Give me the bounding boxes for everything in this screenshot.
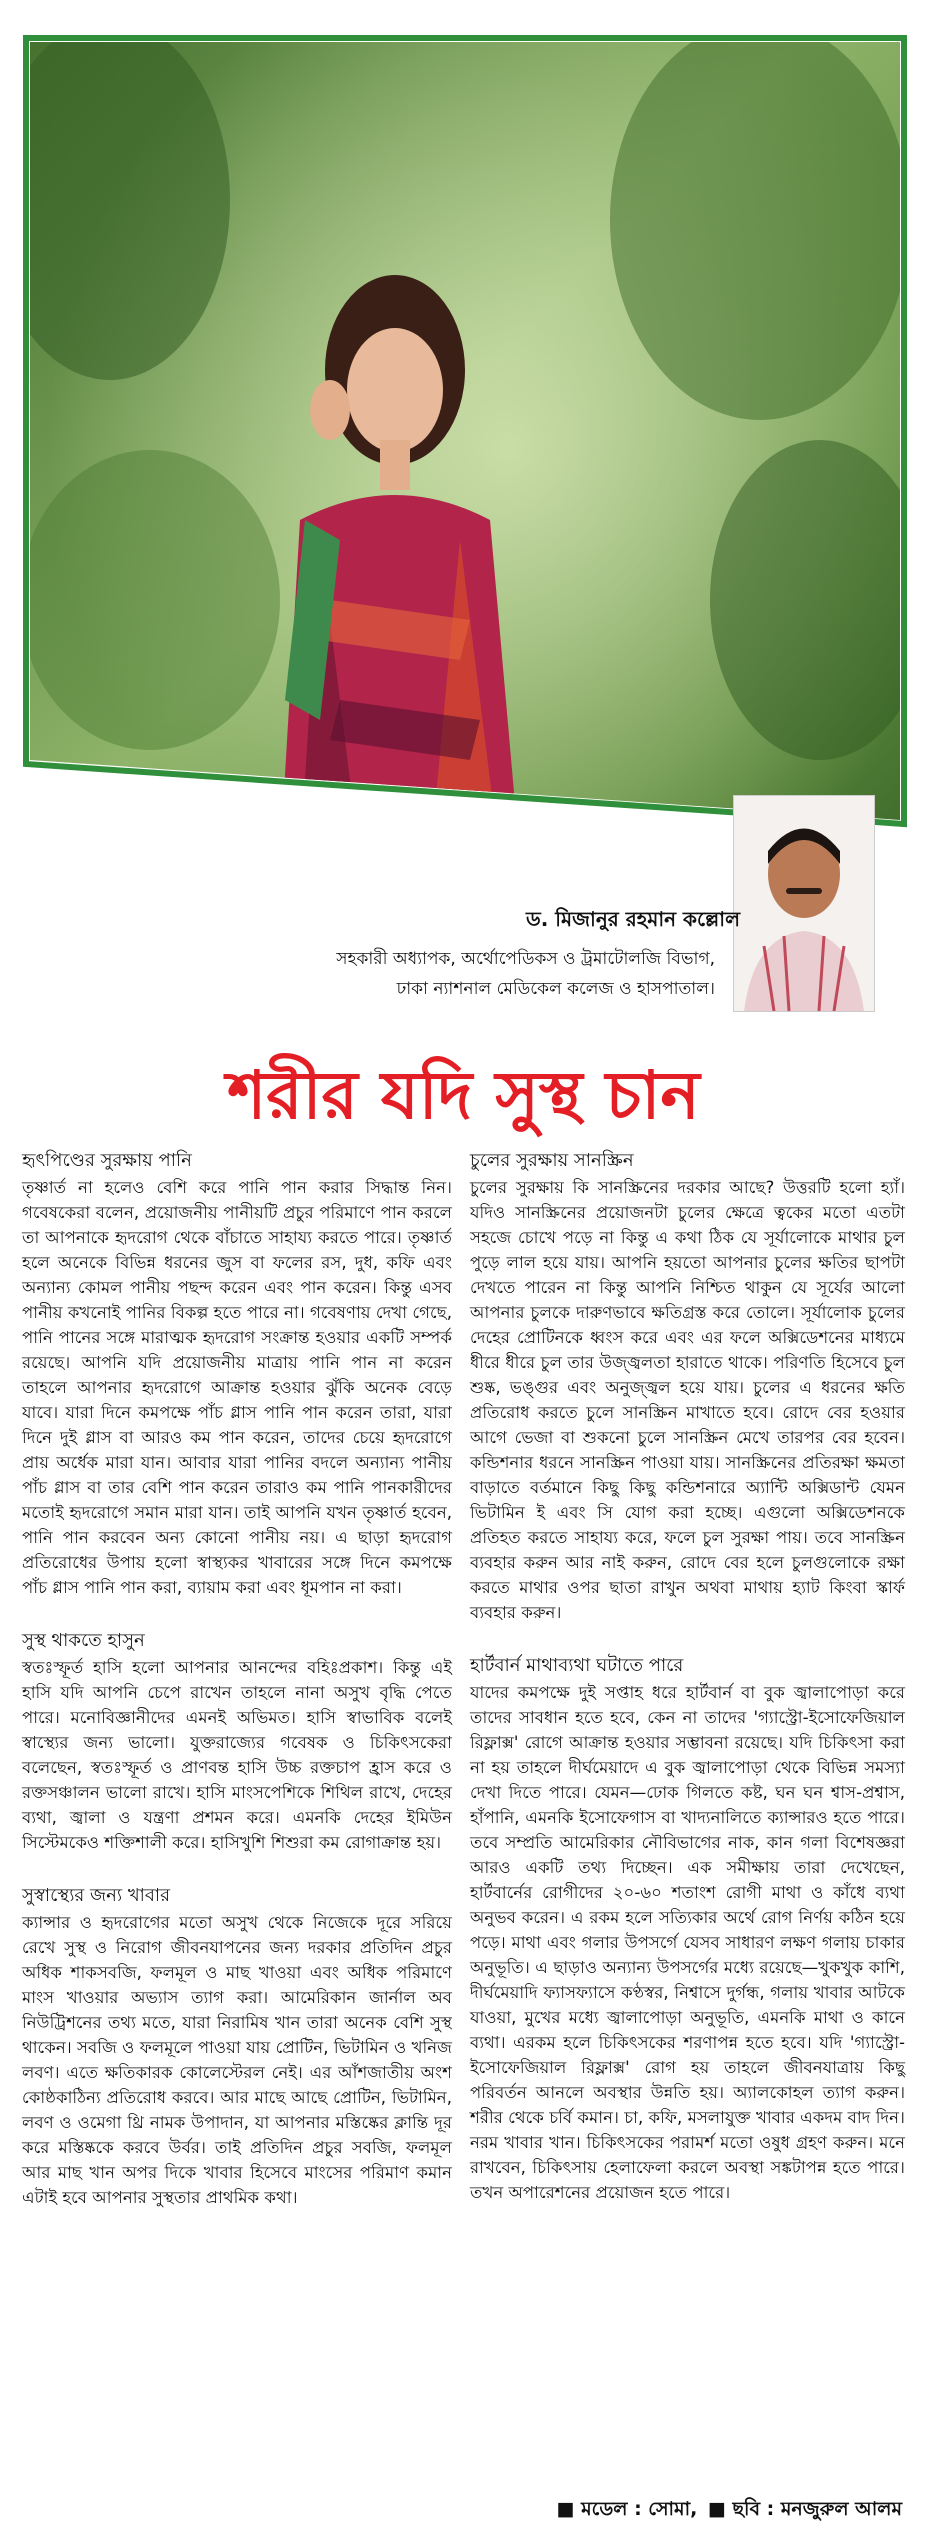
- section-body: যাদের কমপক্ষে দুই সপ্তাহ ধরে হার্টবার্ন বা বুক জ্বালাপোড়া করে তাদের সাবধান হতে হবে, কেন না তাদের 'গ্যাস্ট্রো-ইসোফেজিয়াল রিফ্লাক্স' রোগে আক্রান্ত হওয়ার সম্ভাবনা রয়েছে। যদি চিকিৎসা করা না হয় তাহলে দীর্ঘমেয়াদে এ বুক জ্বালাপোড়া থেকে বিভিন্ন সমস্যা দেখা দিতে পারে। যেমন—ঢোক গিলতে কষ্ট, ঘন ঘন শ্বাস-প্রশ্বাস, হাঁপানি, এমনকি ইসোফেগাস বা খাদ্যনালিতে ক্যান্সারও হতে পারে। তবে সম্প্রতি আমেরিকার নৌবিভাগের নাক, কান গলা বিশেষজ্ঞরা আরও একটি তথ্য দিচ্ছেন। এক সমীক্ষায় তারা দেখেছেন, হার্টবার্নের রোগীদের ২০-৬০ শতাংশ রোগী মাথা ও কাঁধে ব্যথা অনুভব করেন। এ রকম হলে সত্যিকার অর্থে রোগ নির্ণয় কঠিন হয়ে পড়ে। মাথা এবং গলার উপসর্গে যেসব সাধারণ লক্ষণ গলায় চাকার অনুভূতি। এ ছাড়াও অন্যান্য উপসর্গের মধ্যে রয়েছে—খুকখুক কাশি, দীর্ঘমেয়াদি ফ্যাসফ্যাসে কণ্ঠস্বর, নিশ্বাসে দুর্গন্ধ, গলায় খাবার আটকে যাওয়া, মুখের মধ্যে জ্বালাপোড়া অনুভূতি, এমনকি মাথা ও কানে ব্যথা। এরকম হলে চিকিৎসকের শরণাপন্ন হতে হবে। যদি 'গ্যাস্ট্রো-ইসোফেজিয়াল রিফ্লাক্স' রোগ হয় তাহলে জীবনযাত্রায় কিছু পরিবর্তন আনলে অবস্থার উন্নতি হয়। অ্যালকোহল ত্যাগ করুন। শরীর থেকে চর্বি কমান। চা, কফি, মসলাযুক্ত খাবার একদম বাদ দিন। নরম খাবার খান। চিকিৎসকের পরামর্শ মতো ওষুধ গ্রহণ করুন। মনে রাখবেন, চিকিৎসায় হেলাফেলা করলে অবস্থা সঙ্কটাপন্ন হতে পারে। তখন অপারেশনের প্রয়োজন হতে পারে।: [470, 1683, 905, 2202]
- author-photo: [733, 795, 875, 1012]
- author-portrait-image: [734, 796, 874, 1011]
- section-body: স্বতঃস্ফূর্ত হাসি হলো আপনার আনন্দের বহিঃপ্রকাশ। কিন্তু এই হাসি যদি আপনি চেপে রাখেন তাহলে নানা অসুখ বৃদ্ধি পেতে পারে। মনোবিজ্ঞানীদের এমনই অভিমত। হাসি স্বাভাবিক বলেই স্বাস্থ্যের জন্য ভালো। যুক্তরাজ্যের গবেষক ও চিকিৎসকেরা বলেছেন, স্বতঃস্ফূর্ত ও প্রাণবন্ত হাসি উচ্চ রক্তচাপ হ্রাস করে ও রক্তসঞ্চালন ভালো রাখে। হাসি মাংসপেশিকে শিথিল রাখে, দেহের ব্যথা, জ্বালা ও যন্ত্রণা প্রশমন করে। এমনকি দেহের ইমিউন সিস্টেমকেও শক্তিশালী করে। হাসিখুশি শিশুরা কম রোগাক্রান্ত হয়।: [22, 1658, 452, 1852]
- section-title: হার্টবার্ন মাথাব্যথা ঘটাতে পারে: [470, 1655, 684, 1676]
- section-title: হৃৎপিণ্ডের সুরক্ষায় পানি: [22, 1150, 192, 1171]
- section-laugh: [22, 1628, 452, 1855]
- section-food: [22, 1883, 452, 2210]
- hero-section: [0, 0, 927, 1090]
- section-body: ক্যান্সার ও হৃদরোগের মতো অসুখ থেকে নিজেকে দূরে সরিয়ে রেখে সুস্থ ও নিরোগ জীবনযাপনের জন্য দরকার প্রতিদিন প্রচুর অধিক শাকসবজি, ফলমূল ও মাছ খাওয়া এবং অধিক পরিমাণে মাংস খাওয়ার অভ্যাস ত্যাগ করা। আমেরিকান জার্নাল অব নিউট্রিশনের তথ্য মতে, যারা নিরামিষ খান তারা অনেক বেশি সুস্থ থাকেন। সবজি ও ফলমূলে পাওয়া যায় প্রোটিন, ভিটামিন ও খনিজ লবণ। এতে ক্ষতিকারক কোলেস্টেরল নেই। এর আঁশজাতীয় অংশ কোষ্ঠকাঠিন্য প্রতিরোধ করবে। আর মাছে আছে প্রোটিন, ভিটামিন, লবণ ও ওমেগা থ্রি নামক উপাদান, যা আপনার মস্তিষ্কের ক্লান্তি দূর করে মস্তিষ্ককে করবে উর্বর। তাই প্রতিদিন প্রচুর সবজি, ফলমূল আর মাছ খান অপর দিকে খাবার হিসেবে মাংসের পরিমাণ কমান এটাই হবে আপনার সুস্থতার প্রাথমিক কথা।: [22, 1913, 452, 2207]
- section-title: সুস্থ থাকতে হাসুন: [22, 1630, 145, 1651]
- section-hair-sunscreen: [470, 1148, 905, 1625]
- section-heartburn: [470, 1653, 905, 2205]
- author-title-line-1: সহকারী অধ্যাপক, অর্থোপেডিকস ও ট্রমাটোলজি বিভাগ,: [336, 949, 715, 969]
- left-column: [22, 1148, 452, 2238]
- photo-credit: [553, 2495, 902, 2527]
- author-name: ড. মিজানুর রহমান কল্লোল: [526, 907, 740, 931]
- section-heart-water: [22, 1148, 452, 1600]
- article-headline: শরীর যদি সুস্থ চান: [227, 1056, 700, 1134]
- section-body: চুলের সুরক্ষায় কি সানস্ক্রিনের দরকার আছে? উত্তরটি হলো হ্যাঁ। যদিও সানস্ক্রিনের প্রয়োজনটা চুলের ক্ষেত্রে ত্বকের মতো এতটা সহজে চোখে পড়ে না কিন্তু এ কথা ঠিক যে সূর্যালোকে মাথার চুল পুড়ে লাল হয়ে যায়। আপনি হয়তো আপনার চুলের ক্ষতির ছাপটা দেখতে পারেন না কিন্তু আপনি নিশ্চিত থাকুন যে সূর্যের আলো আপনার চুলকে দারুণভাবে ক্ষতিগ্রস্ত করে তোলে। সূর্যালোক চুলের দেহের প্রোটিনকে ধ্বংস করে এবং এর ফলে অক্সিডেশনের মাধ্যমে ধীরে ধীরে চুল তার উজ্জ্বলতা হারাতে থাকে। পরিণতি হিসেবে চুল শুষ্ক, ভঙ্গুর এবং অনুজ্জ্বল হয়ে যায়। চুলের এ ধরনের ক্ষতি প্রতিরোধ করতে চুলে সানস্ক্রিন মাখাতে হবে। রোদে বের হওয়ার আগে ভেজা বা শুকনো চুলে সানস্ক্রিন মেখে তারপর বের হবেন। কন্ডিশনার ধরনে সানস্ক্রিন পাওয়া যায়। সানস্ক্রিনের প্রতিরক্ষা ক্ষমতা বাড়াতে বর্তমানে কিছু কিছু কন্ডিশনারে অ্যান্টি অক্সিডান্ট যেমন ভিটামিন ই এবং সি যোগ করা হচ্ছে। এগুলো অক্সিডেশনকে প্রতিহত করতে সাহায্য করে, ফলে চুল সুরক্ষা পায়। তবে সানস্ক্রিন ব্যবহার করুন আর নাই করুন, রোদে বের হলে চুলগুলোকে রক্ষা করতে মাথার ওপর ছাতা রাখুন অথবা মাথায় হ্যাট কিংবা স্কার্ফ ব্যবহার করুন।: [470, 1178, 905, 1622]
- photographer-credit: ■ ছবি : মনজুরুল আলম: [707, 2498, 902, 2520]
- section-title: চুলের সুরক্ষায় সানস্ক্রিন: [470, 1150, 634, 1171]
- section-body: তৃষ্ণার্ত না হলেও বেশি করে পানি পান করার সিদ্ধান্ত নিন। গবেষকেরা বলেন, প্রয়োজনীয় পানীয়টি প্রচুর পরিমাণে পান করলে তা আপনাকে হৃদরোগ থেকে বাঁচাতে সাহায্য করতে পারে। তৃষ্ণার্ত হলে অনেকে বিভিন্ন ধরনের জুস বা ফলের রস, দুধ, কফি এবং অন্যান্য কোমল পানীয় পছন্দ করেন এবং পান করেন। কিন্তু এসব পানীয় কখনোই পানির বিকল্প হতে পারে না। গবেষণায় দেখা গেছে, পানি পানের সঙ্গে মারাত্মক হৃদরোগ সংক্রান্ত হওয়ার একটি সম্পর্ক রয়েছে। আপনি যদি প্রয়োজনীয় মাত্রায় পানি পান না করেন তাহলে আপনার হৃদরোগে আক্রান্ত হওয়ার ঝুঁকি অনেক বেড়ে যাবে। যারা দিনে কমপক্ষে পাঁচ গ্লাস পানি পান করেন তারা, যারা দিনে দুই গ্লাস বা আরও কম পান করেন, তাদের চেয়ে হৃদরোগে প্রায় অর্ধেক মারা যান। আবার যারা পানির বদলে অন্যান্য পানীয় পাঁচ গ্লাস বা তার বেশি পান করেন তারাও কম পানি পানকারীদের মতোই হৃদরোগে সমান মারা যান। তাই আপনি যখন তৃষ্ণার্ত হবেন, পানি পান করবেন অন্য কোনো পানীয় নয়। এ ছাড়া হৃদরোগ প্রতিরোধের উপায় হলো স্বাস্থ্যকর খাবারের সঙ্গে দিনে কমপক্ষে পাঁচ গ্লাস পানি পান করা, ব্যায়াম করা এবং ধূমপান না করা।: [22, 1178, 452, 1597]
- model-credit: ■ মডেল : সোমা,: [556, 2498, 698, 2520]
- author-title-line-2: ঢাকা ন্যাশনাল মেডিকেল কলেজ ও হাসপাতাল।: [396, 979, 715, 999]
- right-column: [470, 1148, 905, 2233]
- section-title: সুস্বাস্থ্যের জন্য খাবার: [22, 1885, 171, 1906]
